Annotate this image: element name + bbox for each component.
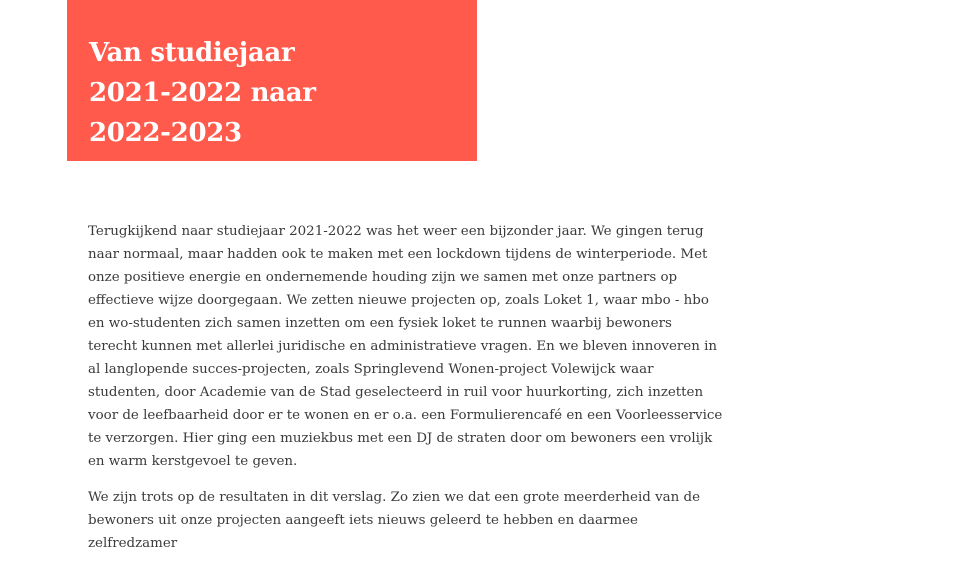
- title-banner: [67, 0, 477, 161]
- title-line-2: 2021-2022 naar: [89, 78, 316, 108]
- paragraph-intro: Terugkijkend naar studiejaar 2021-2022 was het weer een bijzonder jaar. We gingen terug naar normaal, maar hadden ook te maken met een lockdown tijdens de winterperiode. Met onze positieve energie en ondernemende houding zijn we samen met onze partners op effectieve wijze doorgegaan. We zetten nieuwe projecten op, zoals Loket 1, waar mbo - hbo en wo-studenten zich samen inzetten om een fysiek loket te runnen waarbij bewoners terecht kunnen met allerlei juridische en administratieve vragen. En we bleven innoveren in al langlopende succes-projecten, zoals Springlevend Wonen-project Volewijck waar studenten, door Academie van de Stad geselecteerd in ruil voor huurkorting, zich inzetten voor de leefbaarheid door er te wonen en er o.a. een Formulierencafé en een Voorleesservice te verzorgen. Hier ging een muziekbus met een DJ de straten door om bewoners een vrolijk en warm kerstgevoel te geven.: [88, 224, 723, 469]
- paragraph-results: We zijn trots op de resultaten in dit verslag. Zo zien we dat een grote meerderheid van de bewoners uit onze projecten aangeeft iets nieuws geleerd te hebben en daarmee zelfredzamer: [88, 490, 700, 551]
- title-line-1: Van studiejaar: [89, 38, 295, 68]
- title-line-3: 2022-2023: [89, 118, 242, 148]
- body-text: [88, 220, 723, 568]
- page-title: [89, 33, 316, 153]
